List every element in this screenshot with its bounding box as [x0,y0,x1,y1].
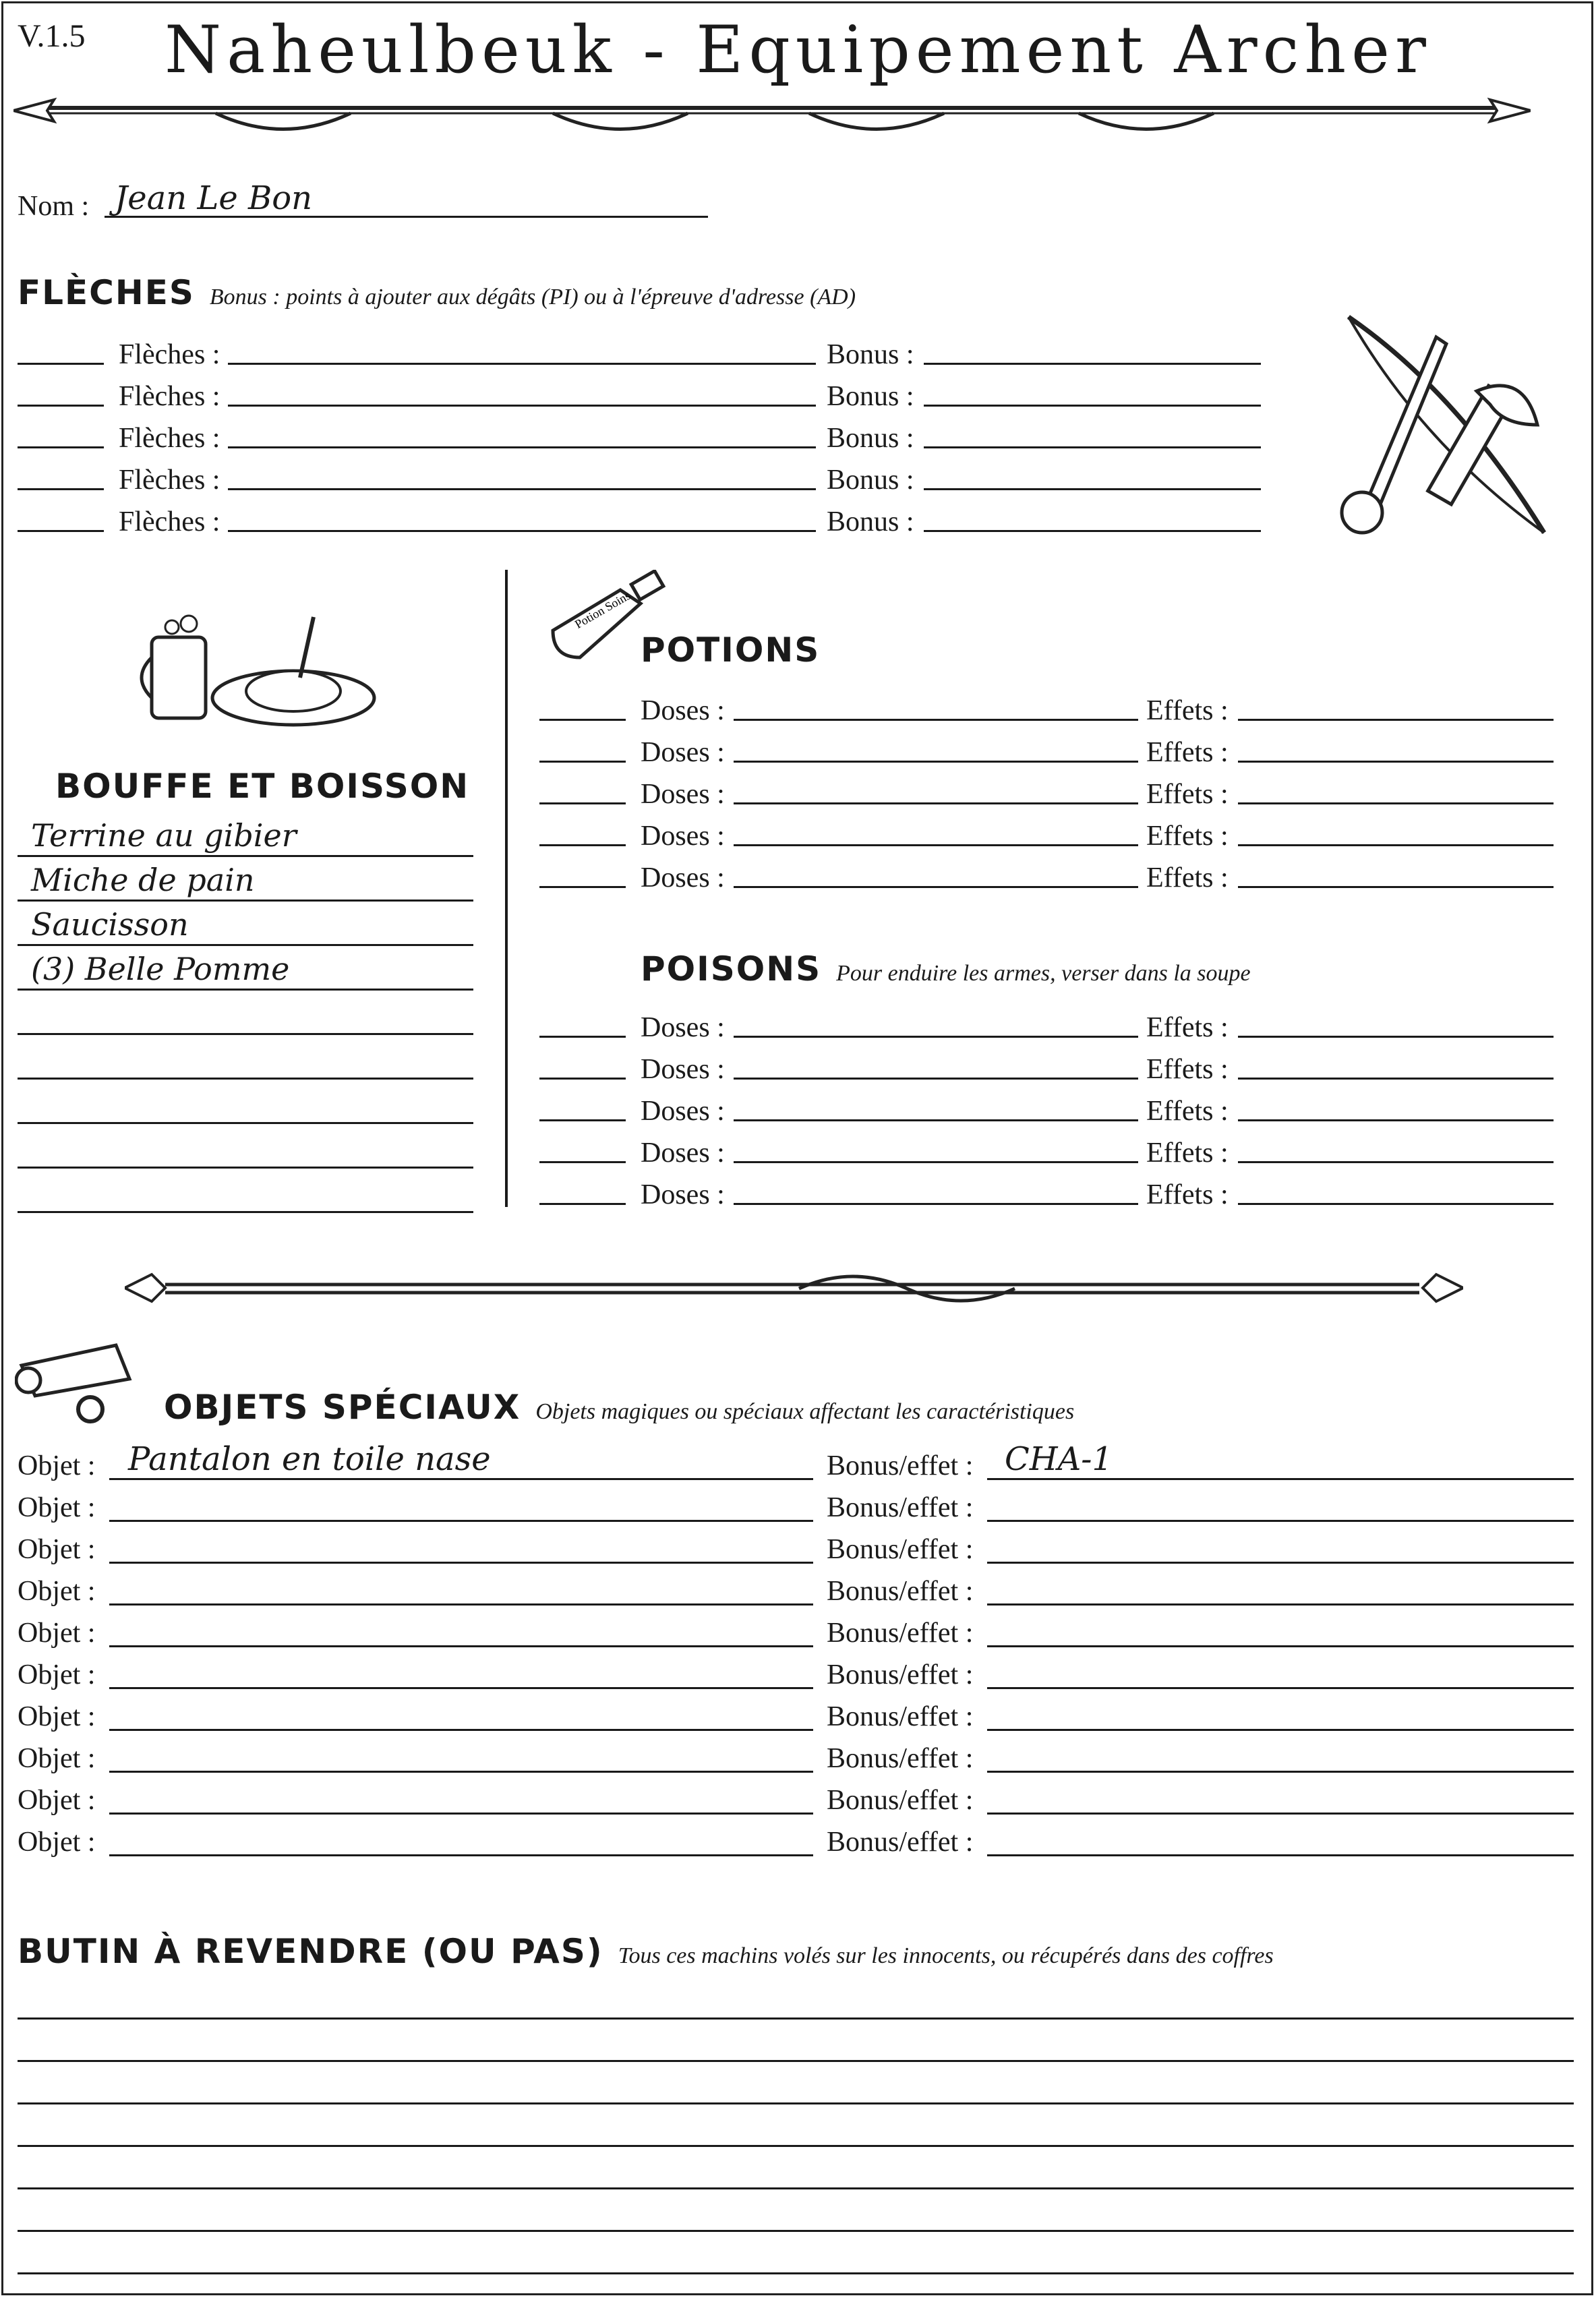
objet-label: Objet : [18,1827,96,1858]
potions-effets-field[interactable] [1238,886,1554,888]
potions-doses-label: Doses : [641,821,725,852]
poisons-count-field[interactable] [539,1078,626,1080]
fleches-name-field[interactable] [228,530,816,532]
fleches-bonus-field[interactable] [924,488,1261,490]
page-title: Naheulbeuk - Equipement Archer [165,12,1431,88]
potions-doses-field[interactable] [734,886,1138,888]
objet-bonus-value[interactable]: CHA-1 [1005,1440,1113,1478]
poisons-doses-field[interactable] [734,1203,1138,1205]
objet-field[interactable] [109,1562,813,1564]
scroll-ring-icon [15,1338,156,1430]
bouffe-line [18,1033,473,1035]
poisons-doses-label: Doses : [641,1012,725,1043]
fleches-bonus-label: Bonus : [827,465,914,496]
poisons-effets-field[interactable] [1238,1161,1554,1163]
objet-bonus-label: Bonus/effet : [827,1534,974,1565]
objet-field[interactable] [109,1478,813,1480]
poisons-effets-label: Effets : [1146,1012,1229,1043]
fleches-bonus-label: Bonus : [827,506,914,537]
poisons-count-field[interactable] [539,1203,626,1205]
fleches-count-field[interactable] [18,530,104,532]
bouffe-item[interactable]: (3) Belle Pomme [31,951,290,987]
objet-field[interactable] [109,1603,813,1605]
objet-bonus-label: Bonus/effet : [827,1450,974,1481]
bouffe-line [18,900,473,902]
poisons-doses-field[interactable] [734,1119,1138,1121]
objet-label: Objet : [18,1534,96,1565]
arrow-divider-icon [13,88,1531,148]
nom-line [105,216,708,218]
potions-doses-label: Doses : [641,862,725,893]
potions-count-field[interactable] [539,802,626,804]
butin-line[interactable] [18,2272,1574,2274]
objet-bonus-field[interactable] [987,1645,1574,1647]
fleches-label: Flèches : [119,339,220,370]
poisons-doses-label: Doses : [641,1096,725,1127]
poisons-doses-label: Doses : [641,1179,725,1210]
potions-effets-label: Effets : [1146,821,1229,852]
crossed-weapons-icon [1322,310,1571,553]
objet-field[interactable] [109,1813,813,1815]
fleches-count-field[interactable] [18,446,104,448]
fleches-label: Flèches : [119,465,220,496]
potions-effets-label: Effets : [1146,737,1229,768]
potions-effets-label: Effets : [1146,695,1229,726]
butin-line[interactable] [18,2230,1574,2232]
objet-value[interactable]: Pantalon en toile nase [128,1440,491,1478]
poisons-doses-field[interactable] [734,1036,1138,1038]
objet-field[interactable] [109,1645,813,1647]
poisons-effets-field[interactable] [1238,1203,1554,1205]
fleches-bonus-field[interactable] [924,405,1261,407]
objet-bonus-label: Bonus/effet : [827,1659,974,1690]
objet-label: Objet : [18,1492,96,1523]
column-separator [505,570,508,1207]
butin-line[interactable] [18,2187,1574,2189]
objet-bonus-label: Bonus/effet : [827,1618,974,1649]
poisons-doses-field[interactable] [734,1161,1138,1163]
poisons-count-field[interactable] [539,1119,626,1121]
bouffe-line [18,855,473,857]
nom-value[interactable]: Jean Le Bon [115,179,313,217]
objet-field[interactable] [109,1729,813,1731]
potions-effets-field[interactable] [1238,844,1554,846]
bouffe-item[interactable]: Saucisson [31,906,189,943]
objet-bonus-field[interactable] [987,1520,1574,1522]
potions-doses-field[interactable] [734,802,1138,804]
objet-field[interactable] [109,1520,813,1522]
bouffe-item[interactable]: Terrine au gibier [31,817,297,854]
poisons-doses-label: Doses : [641,1138,725,1169]
butin-heading: BUTIN À REVENDRE (OU PAS) Tous ces machins volés sur les innocents, ou récupérés dans des coffres [18,1932,1274,1971]
potions-doses-field[interactable] [734,719,1138,721]
poisons-effets-label: Effets : [1146,1096,1229,1127]
butin-line[interactable] [18,2060,1574,2062]
poisons-effets-label: Effets : [1146,1138,1229,1169]
poisons-effets-field[interactable] [1238,1036,1554,1038]
fleches-name-field[interactable] [228,363,816,365]
bouffe-line [18,989,473,991]
fleches-name-field[interactable] [228,488,816,490]
potions-effets-field[interactable] [1238,719,1554,721]
fleches-bonus-label: Bonus : [827,339,914,370]
objet-bonus-label: Bonus/effet : [827,1492,974,1523]
potions-effets-label: Effets : [1146,862,1229,893]
poisons-doses-label: Doses : [641,1054,725,1085]
poisons-doses-field[interactable] [734,1078,1138,1080]
potions-count-field[interactable] [539,719,626,721]
poisons-count-field[interactable] [539,1036,626,1038]
potions-effets-label: Effets : [1146,779,1229,810]
potions-heading: POTIONS [641,630,821,670]
potions-doses-label: Doses : [641,779,725,810]
bouffe-heading: BOUFFE ET BOISSON [55,767,470,806]
objet-bonus-field[interactable] [987,1729,1574,1731]
objet-bonus-label: Bonus/effet : [827,1743,974,1774]
objet-bonus-field[interactable] [987,1813,1574,1815]
fleches-bonus-field[interactable] [924,530,1261,532]
potions-doses-field[interactable] [734,761,1138,763]
butin-line[interactable] [18,2102,1574,2104]
objet-field[interactable] [109,1854,813,1856]
objet-bonus-field[interactable] [987,1478,1574,1480]
bouffe-line [18,1167,473,1169]
objet-label: Objet : [18,1450,96,1481]
poisons-effets-label: Effets : [1146,1179,1229,1210]
objet-bonus-label: Bonus/effet : [827,1785,974,1816]
fleches-bonus-label: Bonus : [827,423,914,454]
objet-label: Objet : [18,1576,96,1607]
potion-bottle-label: Potion Soins [572,588,633,631]
objet-bonus-field[interactable] [987,1687,1574,1689]
nom-label: Nom : [18,191,90,222]
fleches-label: Flèches : [119,423,220,454]
objet-label: Objet : [18,1701,96,1732]
potions-effets-field[interactable] [1238,802,1554,804]
poisons-heading: POISONS Pour enduire les armes, verser dans la soupe [641,949,1251,989]
objet-label: Objet : [18,1785,96,1816]
poisons-count-field[interactable] [539,1161,626,1163]
fleches-label: Flèches : [119,381,220,412]
potions-effets-field[interactable] [1238,761,1554,763]
fleches-count-field[interactable] [18,405,104,407]
objet-label: Objet : [18,1659,96,1690]
fleches-count-field[interactable] [18,488,104,490]
butin-line[interactable] [18,2017,1574,2020]
poisons-effets-label: Effets : [1146,1054,1229,1085]
bouffe-line [18,1122,473,1124]
fleches-count-field[interactable] [18,363,104,365]
fleches-label: Flèches : [119,506,220,537]
fleches-heading: FLÈCHES Bonus : points à ajouter aux dégâts (PI) ou à l'épreuve d'adresse (AD) [18,273,856,312]
bouffe-item[interactable]: Miche de pain [31,862,255,898]
bouffe-line [18,1211,473,1213]
objet-label: Objet : [18,1618,96,1649]
objet-bonus-field[interactable] [987,1562,1574,1564]
potions-doses-label: Doses : [641,695,725,726]
fleches-name-field[interactable] [228,446,816,448]
objet-bonus-field[interactable] [987,1771,1574,1773]
fleches-bonus-field[interactable] [924,446,1261,448]
butin-line[interactable] [18,2145,1574,2147]
potions-doses-label: Doses : [641,737,725,768]
objet-bonus-label: Bonus/effet : [827,1827,974,1858]
version-label: V.1.5 [18,18,86,54]
bouffe-line [18,944,473,946]
potions-count-field[interactable] [539,761,626,763]
food-mug-icon [138,603,381,738]
objet-bonus-field[interactable] [987,1603,1574,1605]
fleches-bonus-field[interactable] [924,363,1261,365]
potions-count-field[interactable] [539,844,626,846]
potions-count-field[interactable] [539,886,626,888]
potions-doses-field[interactable] [734,844,1138,846]
objets-heading: OBJETS SPÉCIAUX Objets magiques ou spéciaux affectant les caractéristiques [164,1388,1075,1427]
objet-bonus-label: Bonus/effet : [827,1576,974,1607]
objet-bonus-label: Bonus/effet : [827,1701,974,1732]
objet-field[interactable] [109,1771,813,1773]
poisons-effets-field[interactable] [1238,1119,1554,1121]
objet-field[interactable] [109,1687,813,1689]
fleches-bonus-label: Bonus : [827,381,914,412]
bouffe-line [18,1078,473,1080]
objet-bonus-field[interactable] [987,1854,1574,1856]
poisons-effets-field[interactable] [1238,1078,1554,1080]
staff-divider-icon [125,1264,1463,1312]
objet-label: Objet : [18,1743,96,1774]
fleches-name-field[interactable] [228,405,816,407]
